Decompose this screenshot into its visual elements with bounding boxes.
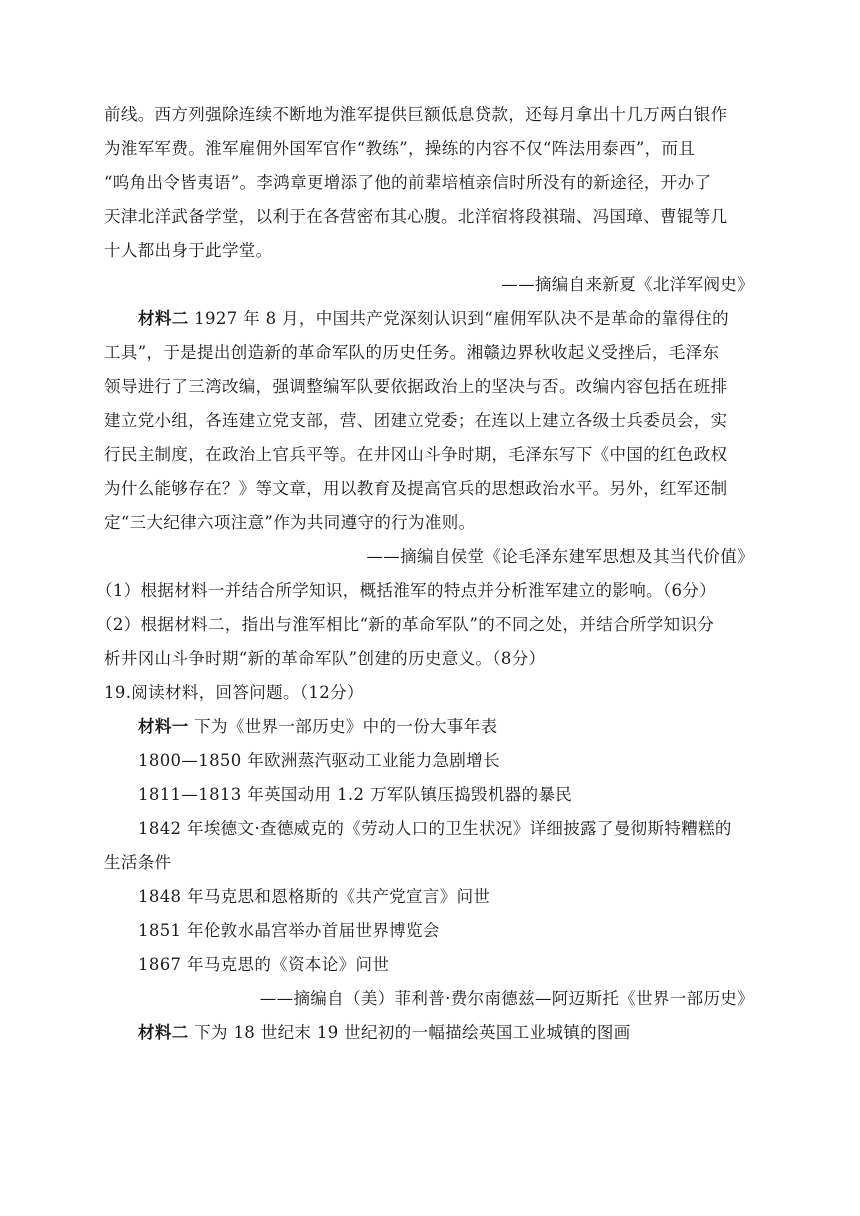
q19-material-one-source: ——摘编自（美）菲利普·费尔南德兹—阿迈斯托《世界一部历史》	[259, 989, 754, 1008]
material-one-line-2: 为淮军军费。淮军雇佣外国军官作“教练”，操练的内容不仅“阵法用泰西”，而且	[104, 139, 696, 158]
timeline-event-continued: 生活条件	[104, 853, 172, 872]
material-two-first-line	[138, 308, 729, 330]
question-1: （1）根据材料一并结合所学知识，概括淮军的特点并分析淮军建立的影响。（6分）	[96, 581, 717, 600]
q19-material-two-heading	[138, 1022, 631, 1044]
material-one-line-4: 天津北洋武备学堂，以利于在各营密布其心腹。北洋宿将段祺瑞、冯国璋、曹锟等几	[104, 207, 728, 226]
question-19-title: 19.阅读材料，回答问题。（12分）	[104, 683, 364, 702]
timeline-event: 1842 年埃德文·查德威克的《劳动人口的卫生状况》详细披露了曼彻斯特糟糕的	[138, 819, 732, 838]
material-one-line-5: 十人都出身于此学堂。	[104, 241, 273, 260]
material-two-source: ——摘编自侯堂《论毛泽东建军思想及其当代价值》	[366, 547, 754, 566]
material-one-line-1: 前线。西方列强除连续不断地为淮军提供巨额低息贷款，还每月拿出十几万两白银作	[104, 105, 728, 124]
material-one-line-3: “呜角出令皆夷语”。李鸿章更增添了他的前辈培植亲信时所没有的新途径，开办了	[104, 173, 712, 192]
q19-material-one-text: 下为《世界一部历史》中的一份大事年表	[188, 717, 498, 736]
material-two-line-3: 领导进行了三湾改编，强调整编军队要依据政治上的坚决与否。改编内容包括在班排	[104, 377, 728, 396]
q19-material-two-label: 材料二	[138, 1023, 189, 1042]
material-two-line-5: 行民主制度，在政治上官兵平等。在井冈山斗争时期，毛泽东写下《中国的红色政权	[104, 445, 728, 464]
timeline-event: 1800—1850 年欧洲蒸汽驱动工业能力急剧增长	[138, 751, 500, 770]
question-2-line-1: （2）根据材料二，指出与淮军相比“新的革命军队”的不同之处，并结合所学知识分	[96, 615, 715, 634]
timeline-event: 1851 年伦敦水晶宫举办首届世界博览会	[138, 921, 440, 940]
timeline-event: 1811—1813 年英国动用 1.2 万军队镇压捣毁机器的暴民	[138, 785, 573, 804]
material-two-line-6: 为什么能够存在？》等文章，用以教育及提高官兵的思想政治水平。另外，红军还制	[104, 479, 728, 498]
material-two-line-2: 工具”，于是提出创造新的革命军队的历史任务。湘赣边界秋收起义受挫后，毛泽东	[104, 343, 720, 362]
material-two-line-4: 建立党小组，各连建立党支部，营、团建立党委；在连以上建立各级士兵委员会，实	[104, 411, 728, 430]
material-two-line-7: 定“三大纪律六项注意”作为共同遵守的行为准则。	[104, 513, 476, 532]
q19-material-one-heading	[138, 716, 497, 738]
q19-material-two-text: 下为 18 世纪末 19 世纪初的一幅描绘英国工业城镇的图画	[188, 1023, 631, 1042]
question-2-line-2: 析井冈山斗争时期“新的革命军队”创建的历史意义。（8分）	[104, 649, 546, 668]
q19-material-one-label: 材料一	[138, 717, 189, 736]
material-one-source: ——摘编自来新夏《北洋军阀史》	[501, 275, 754, 294]
timeline-event: 1867 年马克思的《资本论》问世	[138, 955, 390, 974]
timeline-event: 1848 年马克思和恩格斯的《共产党宣言》问世	[138, 887, 491, 906]
material-two-first-text: 1927 年 8 月，中国共产党深刻认识到“雇佣军队决不是革命的靠得住的	[188, 309, 729, 328]
material-two-label: 材料二	[138, 309, 189, 328]
